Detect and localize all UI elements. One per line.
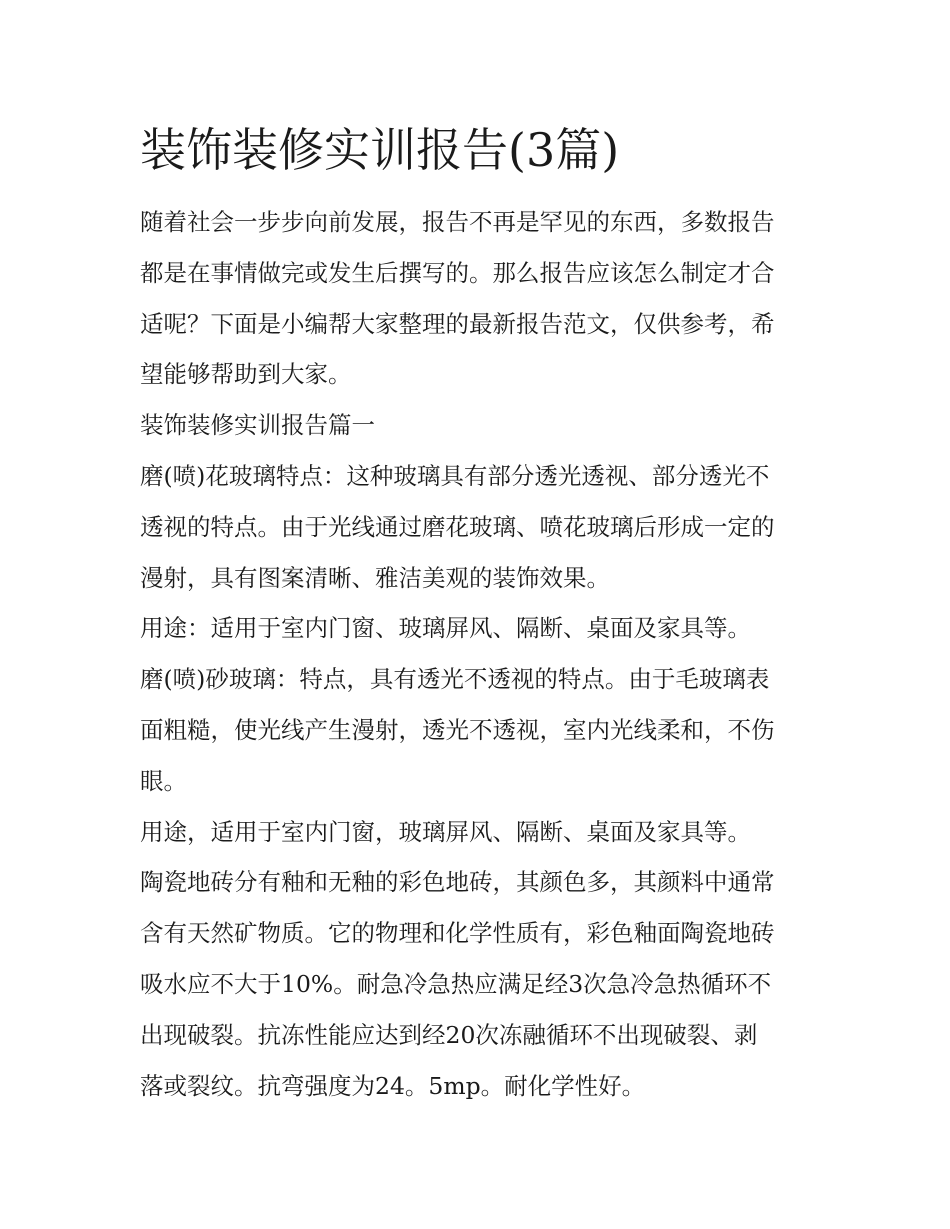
section-heading: 装饰装修实训报告篇一 [140,411,375,440]
text-line: 磨(喷)花玻璃特点：这种玻璃具有部分透光透视、部分透光不 [140,461,770,490]
text-line: 漫射，具有图案清晰、雅洁美观的装饰效果。 [140,563,610,592]
text-line: 眼。 [140,766,187,795]
text-line: 面粗糙，使光线产生漫射，透光不透视，室内光线柔和，不伤 [140,715,775,744]
text-line: 出现破裂。抗冻性能应达到经20次冻融循环不出现破裂、剥 [140,1020,758,1049]
document-title: 装饰装修实训报告(3篇) [140,123,620,177]
text-line: 吸水应不大于10%。耐急冷急热应满足经3次急冷急热循环不 [140,969,772,998]
text-line: 望能够帮助到大家。 [140,360,352,389]
text-line: 陶瓷地砖分有釉和无釉的彩色地砖，其颜色多，其颜料中通常 [140,868,775,897]
text-line: 落或裂纹。抗弯强度为24。5mp。耐化学性好。 [140,1071,646,1100]
text-line: 用途：适用于室内门窗、玻璃屏风、隔断、桌面及家具等。 [140,614,751,643]
text-line: 含有天然矿物质。它的物理和化学性质有，彩色釉面陶瓷地砖 [140,919,775,948]
document-body [140,197,820,1111]
text-line: 磨(喷)砂玻璃：特点，具有透光不透视的特点。由于毛玻璃表 [140,665,770,694]
text-line: 随着社会一步步向前发展，报告不再是罕见的东西，多数报告 [140,208,775,236]
text-line: 都是在事情做完或发生后撰写的。那么报告应该怎么制定才合 [140,258,775,287]
text-line: 透视的特点。由于光线通过磨花玻璃、喷花玻璃后形成一定的 [140,512,775,541]
text-line: 适呢？下面是小编帮大家整理的最新报告范文，仅供参考，希 [140,309,775,338]
text-line: 用途，适用于室内门窗，玻璃屏风、隔断、桌面及家具等。 [140,817,751,846]
